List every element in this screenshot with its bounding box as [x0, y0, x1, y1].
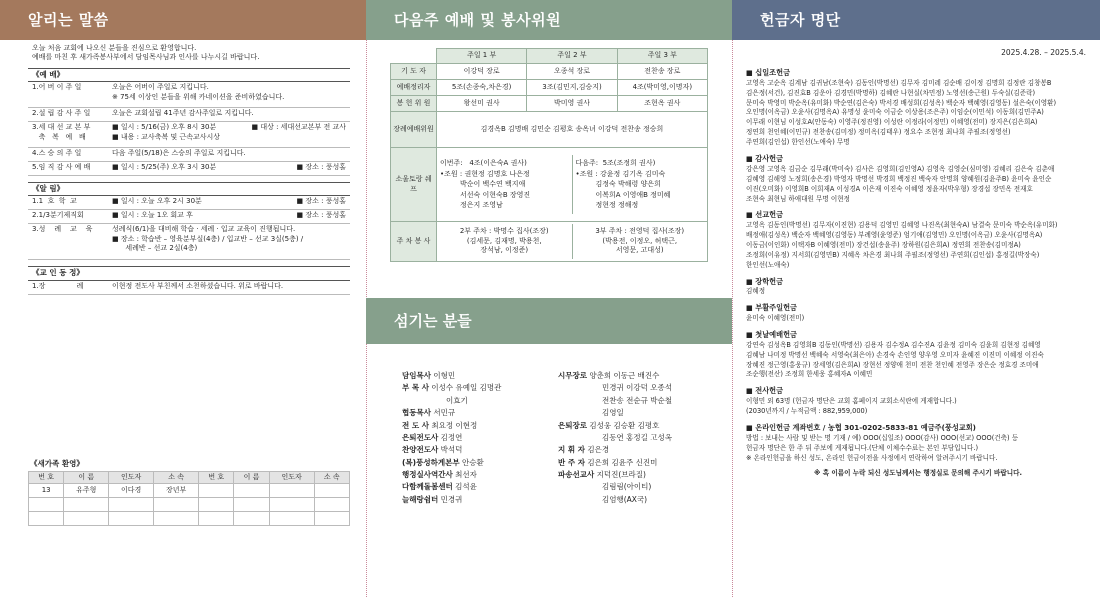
server-role: 은퇴장로 — [558, 420, 587, 430]
server-names: 민경귀 — [440, 494, 463, 504]
col-header: 주일 1 부 — [437, 49, 527, 64]
col-header: 소 속 — [154, 471, 199, 483]
server-names: 김영일 — [602, 408, 624, 418]
worship-section-header: 《예 배》 — [28, 68, 350, 82]
server-names: 김성웅 김승환 김평호 — [589, 420, 660, 430]
notice-row — [28, 162, 350, 176]
offering-names-line: 이형민 외 63명 (헌금자 명단은 교회 홈페이지 교회소식란에 게재합니다.) — [746, 397, 957, 406]
offering-footer-note: ※ 혹 이름이 누락 되신 성도님께서는 행정실로 문의해 주시기 바랍니다. — [814, 469, 1022, 478]
server-entry — [558, 457, 672, 469]
parking-2nd-service: 2부 주차 : 박명수 집사(조장) (김세문, 김재명, 박용천, 장석남, 이정준) — [437, 224, 573, 259]
server-role: 찬양전도사 — [402, 445, 439, 455]
server-names: 김림림(아이티) — [602, 482, 652, 492]
server-entry — [558, 382, 672, 394]
server-entry — [402, 444, 501, 456]
offering-names-line: 고영옥 김동인(박명선) 김무자(이진현) 김용덕 김영민 김혜영 나진옥(최현숙A) 남결숙 문미숙 박순옥(유미화) — [746, 221, 1058, 230]
notice-key: 5.임 직 감 사 예 배 — [32, 163, 91, 172]
col-header: 주일 3 부 — [617, 49, 707, 64]
server-names: 최선자 — [455, 470, 477, 479]
offering-names-line: 장혜진 정근영(홍웅규) 장세영(김은희A) 장현선 정양애 천미 전찬 천인혜 전영주 장은순 정효경 조미애 — [746, 360, 1039, 369]
notices-title: 알리는 말씀 — [0, 0, 366, 40]
servers-title: 섬기는 분들 — [366, 298, 732, 344]
server-role: 지 휘 자 — [558, 445, 585, 455]
server-names: 김은희 김윤주 신진미 — [587, 457, 658, 467]
offering-names-line: 조순행(전산) 조정희 한세웅 홍혜자A 이혜민 — [746, 370, 873, 379]
notice-row — [28, 122, 350, 148]
notice-row — [28, 210, 350, 224]
server-role: 파송선교사 — [558, 470, 595, 479]
server-entry — [402, 481, 501, 493]
offering-names-line: 김혜정 — [746, 287, 766, 296]
notice-row — [28, 281, 350, 295]
newcomer-header: 《새가족 환영》 — [30, 458, 84, 468]
notice-value: 오늘은 교회설립 41주년 감사주일로 지킵니다. — [112, 109, 254, 118]
server-entry — [558, 420, 672, 432]
meetings-section-header: 《알 림》 — [28, 182, 350, 196]
notice-value: ■ 일시 : 오늘 오후 2시 30분 ■ 장소 : 풍성홀 — [112, 197, 346, 206]
offering-names-line: ※ 온라인헌금을 하신 성도, 온라인 헌금이전을 사정에서 연락하여 알려주시기 바랍니다. — [746, 453, 998, 462]
notice-value: 이현정 전도사 부친께서 소천하셨습니다. 위로 바랍니다. — [112, 281, 284, 290]
offering-category-title: ■ 장학헌금 — [746, 276, 784, 286]
col-header: 인도자 — [109, 471, 154, 483]
offering-names-line: 배정애(김성옥) 백순자 백혜영(김영동) 부례영(윤영준) 엄기애(김영민) 오인명(이옥금) 오윤사(김명옥A) — [746, 231, 1043, 240]
table-row — [29, 512, 350, 526]
server-names: 박석덕 — [440, 445, 463, 455]
server-entry — [558, 444, 672, 456]
servers-right-column — [558, 370, 672, 506]
server-names: 이성수 유예일 김명관 — [431, 383, 502, 393]
server-role: 협동목사 — [402, 408, 431, 418]
notice-key: 2.1/3분기제직회 — [32, 211, 84, 220]
server-names: 민경귀 이강덕 오종석 — [602, 383, 672, 393]
offering-names-line: (2030년까지 / 누적금액 : 882,959,000) — [746, 407, 868, 416]
server-names: 김동연 홍정길 고성옥 — [602, 432, 672, 442]
offering-category-title: ■ 첫날예배헌금 — [746, 330, 797, 340]
server-names: 서민규 — [433, 408, 456, 418]
server-names: 전찬송 전순규 박순철 — [602, 395, 672, 405]
col-header: 이 름 — [234, 471, 269, 483]
notice-row — [28, 196, 350, 210]
notice-key: 1.1 호 학 교 — [32, 197, 77, 206]
server-role: 담임목사 — [402, 371, 431, 380]
server-entry — [558, 395, 672, 407]
server-entry — [402, 370, 501, 382]
notice-row — [28, 82, 350, 108]
server-names: 양춘희 이동근 배진수 — [589, 371, 660, 380]
offering-names-line: 이무래 이현님 이성호A(안동숙) 이영주(정진영) 이성란 이정라(이정민) 이혜영(전미) 장지은(김은희A) — [746, 118, 1038, 127]
offering-list — [746, 62, 1090, 479]
notice-key: 1.어 버 이 주 일 — [32, 83, 82, 92]
offering-category-title: ■ 부활주일헌금 — [746, 303, 797, 313]
server-names: 최요정 이현정 — [431, 420, 478, 430]
offering-names-line: 윤미숙 이혜영(전미) — [746, 314, 805, 323]
server-names: 안승환 — [461, 457, 484, 467]
table-row: 장례예배위원 김경옥B 김명배 김민순 김평호 송옥녀 이강덕 전찬송 정승희 — [391, 112, 708, 148]
server-entry — [402, 457, 501, 469]
server-role: 시무장로 — [558, 371, 587, 380]
offering-names-line: 고영옥 고순옥 김계남 김귀남(조현숙) 김동인(박명선) 김무자 김미레 김순배 김이정 김명희 김정란 김창봉B — [746, 78, 1052, 87]
food-team-this-week: 이번주: 4조(이은숙A 권사) •조원 : 권현정 김명호 나은정 박순이 백수연 백지애 서선숙 이현숙B 장영진 정은지 조영남 — [437, 155, 573, 214]
notice-value: 다음 주일(5/18)은 스승의 주일로 지킵니다. — [112, 149, 246, 158]
offering-names-line: 이진(오미화) 이영희B 이희재A 이성경A 이은재 이진숙 이혜영 정윤자(박우형) 장경섭 장민옥 전재호 — [746, 184, 1033, 193]
offering-category — [746, 330, 1090, 380]
parking-3rd-service: 3부 주차 : 전영덕 집사(조장) (박용전, 이정오, 허택근, 서영문, 고대성) — [595, 226, 685, 255]
col-header: 이 름 — [64, 471, 109, 483]
offering-names-line: 김혜남 나미정 박명선 백혜숙 서영숙(최은아) 손경숙 손인영 양우영 오미자 윤혜진 이진미 이혜정 이진숙 — [746, 350, 1044, 359]
offering-date-range: 2025.4.28. – 2025.5.4. — [1001, 48, 1086, 57]
offering-names-line: 헌금자 명단은 한 주 뒤 주보에 게재됩니다.(단체 이체수수료는 본인 부담입니다.) — [746, 443, 979, 452]
notice-key: 3.성 례 교 육 — [32, 225, 93, 234]
offering-title: 헌금자 명단 — [732, 0, 1100, 40]
server-names: 김은경 — [587, 445, 610, 455]
offering-category — [746, 154, 1090, 204]
notice-value: ■ 일시 : 오늘 1오 회교 후 ■ 장소 : 풍성홀 — [112, 211, 346, 220]
offering-names-line: 오인명(이옥금) 오윤사(김명옥A) 유명성 윤미숙 이금순 이상용(조은주) 이임순(이민석) 이동희(김민주A) — [746, 108, 1044, 117]
server-entry — [558, 494, 672, 506]
server-entry — [402, 382, 501, 394]
table-row: 기 도 자 이강덕 장로 오종석 장로 전찬송 장로 — [391, 64, 708, 80]
offering-category-title: ■ 선교헌금 — [746, 210, 784, 220]
offering-names-line: 한인선(노애숙) — [746, 260, 790, 269]
intro-text — [28, 44, 350, 66]
server-role: 다함께돌봄센터 — [402, 482, 453, 492]
server-role: 부 목 사 — [402, 383, 429, 393]
notice-key: 1.장 례 — [32, 281, 84, 290]
notice-value: ■ 일시 : 5/16(금) 오후 8시 30분 ■ 대상 : 세대선교본부 전 교사 ■ 내용 : 교사축복 및 근속교사시상 — [112, 123, 346, 141]
server-role: 은퇴전도사 — [402, 432, 439, 442]
server-entry — [558, 370, 672, 382]
table-row: 예배정리자 5조(손종숙,차은경) 3조(김민지,김승지) 4조(박미영,이명자) — [391, 80, 708, 96]
table-row: 봉 헌 위 원 왕선미 권사 박미영 권사 조현옥 권사 — [391, 96, 708, 112]
server-names: 지덕진(브라질) — [596, 470, 646, 479]
offering-names-line: 강은영 고영옥 김금순 김무래(박미숙) 김사은 김영희(김인영A) 김영옥 김영순(심미영) 김혜리 김은숙 김춘애 — [746, 164, 1055, 173]
duty-title: 다음주 예배 및 봉사위원 — [366, 0, 732, 40]
table-row — [29, 498, 350, 512]
table-row: 주 차 봉 사 2부 주차 : 박명수 집사(조장) (김세문, 김재명, 박용천, 장석남, 이정준) 3부 주차 : 전영덕 집사(조장) (박용전, 이정오, 허택근, 서영문, 고대성) — [391, 222, 708, 262]
table-row: 13 유주형 이다경 장년부 — [29, 484, 350, 498]
notice-key: 3.세 대 선 교 본 부 축 복 예 배 — [32, 123, 91, 141]
intro-line: 오늘 처음 교회에 나오신 분들을 진심으로 환영합니다. — [32, 44, 197, 52]
notice-key: 2.설 립 감 사 주 일 — [32, 109, 91, 118]
server-entry — [558, 481, 672, 493]
server-names: 김정연 — [440, 432, 463, 442]
offering-names-line: 정연희 천인혜(이민규) 전찬송(김미정) 정미옥(김태우) 정요수 조현정 최나희 주필조(정영선) — [746, 128, 1011, 137]
server-role: (복)풍성하게본부 — [402, 457, 460, 467]
col-header: 번 호 — [199, 471, 234, 483]
duty-table — [390, 48, 708, 262]
offering-names-line: 조정희(이유정) 지서희(김영민B) 지혜옥 차은경 최나희 주필조(정영선) 주연희(김인섭) 홍정길(박장숙) — [746, 250, 1040, 259]
duty-panel — [366, 0, 732, 597]
server-entry — [402, 432, 501, 444]
server-role: 행정실사역간사 — [402, 470, 453, 479]
server-role: 전 도 사 — [402, 420, 429, 430]
servers-left-column — [402, 370, 501, 506]
notices-body — [28, 44, 350, 526]
server-entry — [402, 469, 501, 481]
notice-row — [28, 148, 350, 162]
staff-section-header: 《교 인 동 정》 — [28, 266, 350, 280]
server-names: 김엄행(AX국) — [602, 494, 648, 504]
offering-category-title: ■ 십일조헌금 — [746, 68, 791, 77]
offering-category — [746, 386, 1090, 417]
server-entry — [402, 494, 501, 506]
offering-category-title: ■ 감사헌금 — [746, 154, 784, 164]
server-role: 반 주 자 — [558, 457, 585, 467]
offering-names-line: 주연희(김인섭) 한인선(노애숙) 무명 — [746, 138, 850, 147]
notice-row — [28, 224, 350, 260]
server-role: 늘해랑쉼터 — [402, 494, 439, 504]
table-row: 소울토랑 쉐프 이번주: 4조(이은숙A 권사) •조원 : 권현정 김명호 나은정 박순이 백수연 백지애 서선숙 이현숙B 장영진 정은지 조영남 다음주: 5조(조정희 권사) •조원 : 강윤정 김기옥 김미숙 김정숙 박해령 양은희 이복희A 이영애B 정미혜 정현정 정해정 — [391, 148, 708, 222]
server-entry — [558, 432, 672, 444]
server-names: 이효기 — [446, 395, 468, 405]
offering-category — [746, 303, 1090, 324]
offering-names-line: 김혜영 김해영 노정희(송은경) 박영자 박명선 박경희 백정진 백숙자 안명희 양혜원(김윤주B) 윤미숙 윤인순 — [746, 174, 1052, 183]
offering-names-line: 김은정(서건), 김진효B 김운아 김경민(박명하) 김혜란 나현실(차민정) 노영선(송근원) 두숙실(김준락) — [746, 88, 1036, 97]
offering-category-title: ■ 온라인헌금 계좌번호 / 농협 301-0202-5833-81 예금주(풍성교회) — [746, 422, 976, 432]
server-entry — [402, 407, 501, 419]
newcomer-table — [28, 471, 350, 526]
server-entry — [402, 395, 501, 407]
notice-value: 오늘은 어버이 주일로 지킵니다. ※ 75세 이상인 분들을 위해 카네이션을 준비하였습니다. — [112, 83, 285, 101]
notice-row — [28, 108, 350, 122]
offering-names-line: 조현숙 최현님 하애대원 무명 이현정 — [746, 194, 850, 203]
col-header: 번 호 — [29, 471, 64, 483]
offering-category — [746, 68, 1090, 148]
server-names: 이형민 — [433, 371, 456, 380]
server-entry — [558, 469, 672, 481]
server-entry — [402, 420, 501, 432]
col-header: 소 속 — [314, 471, 349, 483]
col-header: 인도자 — [269, 471, 314, 483]
offering-panel — [732, 0, 1100, 597]
offering-names-line: 방법 : 보내는 사람 및 받는 명 기재 / 예) OOO(십일조) OOO(감사) OOO(선교) OOO(건축) 등 — [746, 433, 1019, 442]
offering-category — [746, 210, 1090, 270]
offering-category — [746, 277, 1090, 298]
offering-names-line: 강연숙 김성옥B 김영희B 김동인(박명선) 김용자 김수정A 김수진A 김윤정 김미숙 김윤희 김현정 김혜영 — [746, 340, 1041, 349]
col-header: 주일 2 부 — [527, 49, 617, 64]
notice-value: ■ 일시 : 5/25(주) 오후 3시 30분 ■ 장소 : 풍성홀 — [112, 163, 346, 172]
server-entry — [558, 407, 672, 419]
offering-names-line: 문미숙 박영미 박순옥(유미화) 박순연(김은숙) 박서경 배성희(김성옥) 백순자 백혜영(김영동) 설은숙(이영환) — [746, 98, 1057, 107]
food-team-next-week: 다음주: 5조(조정희 권사) •조원 : 강윤정 김기옥 김미숙 김정숙 박해령 양은희 이복희A 이영애B 정미혜 정현정 정해정 — [575, 159, 671, 210]
offering-names-line: 이동금(이인화) 이택자B 이혜영(전미) 장건섭(송윤주) 장하원(김은희A) 정연희 전찬송(김미정A) — [746, 240, 1021, 249]
offering-category — [746, 423, 1090, 463]
offering-category-title: ■ 전사헌금 — [746, 386, 784, 396]
notice-value: 성례식(6/1)을 대비해 학습 · 세례 · 입교 교육이 진행됩니다. ■ 장소 : 학습반 – 영육분부실(4층) / 입교반 – 선교 3실(5층) / 세례반 – 선교 2실(4층) — [112, 225, 304, 253]
notice-key: 4.스 승 의 주 일 — [32, 149, 82, 158]
intro-line: 예배를 마친 후 새가족봉사부에서 담임목사님과 인사를 나누시길 바랍니다. — [32, 53, 260, 62]
server-names: 김석윤 — [455, 482, 477, 492]
notices-panel — [0, 0, 366, 597]
